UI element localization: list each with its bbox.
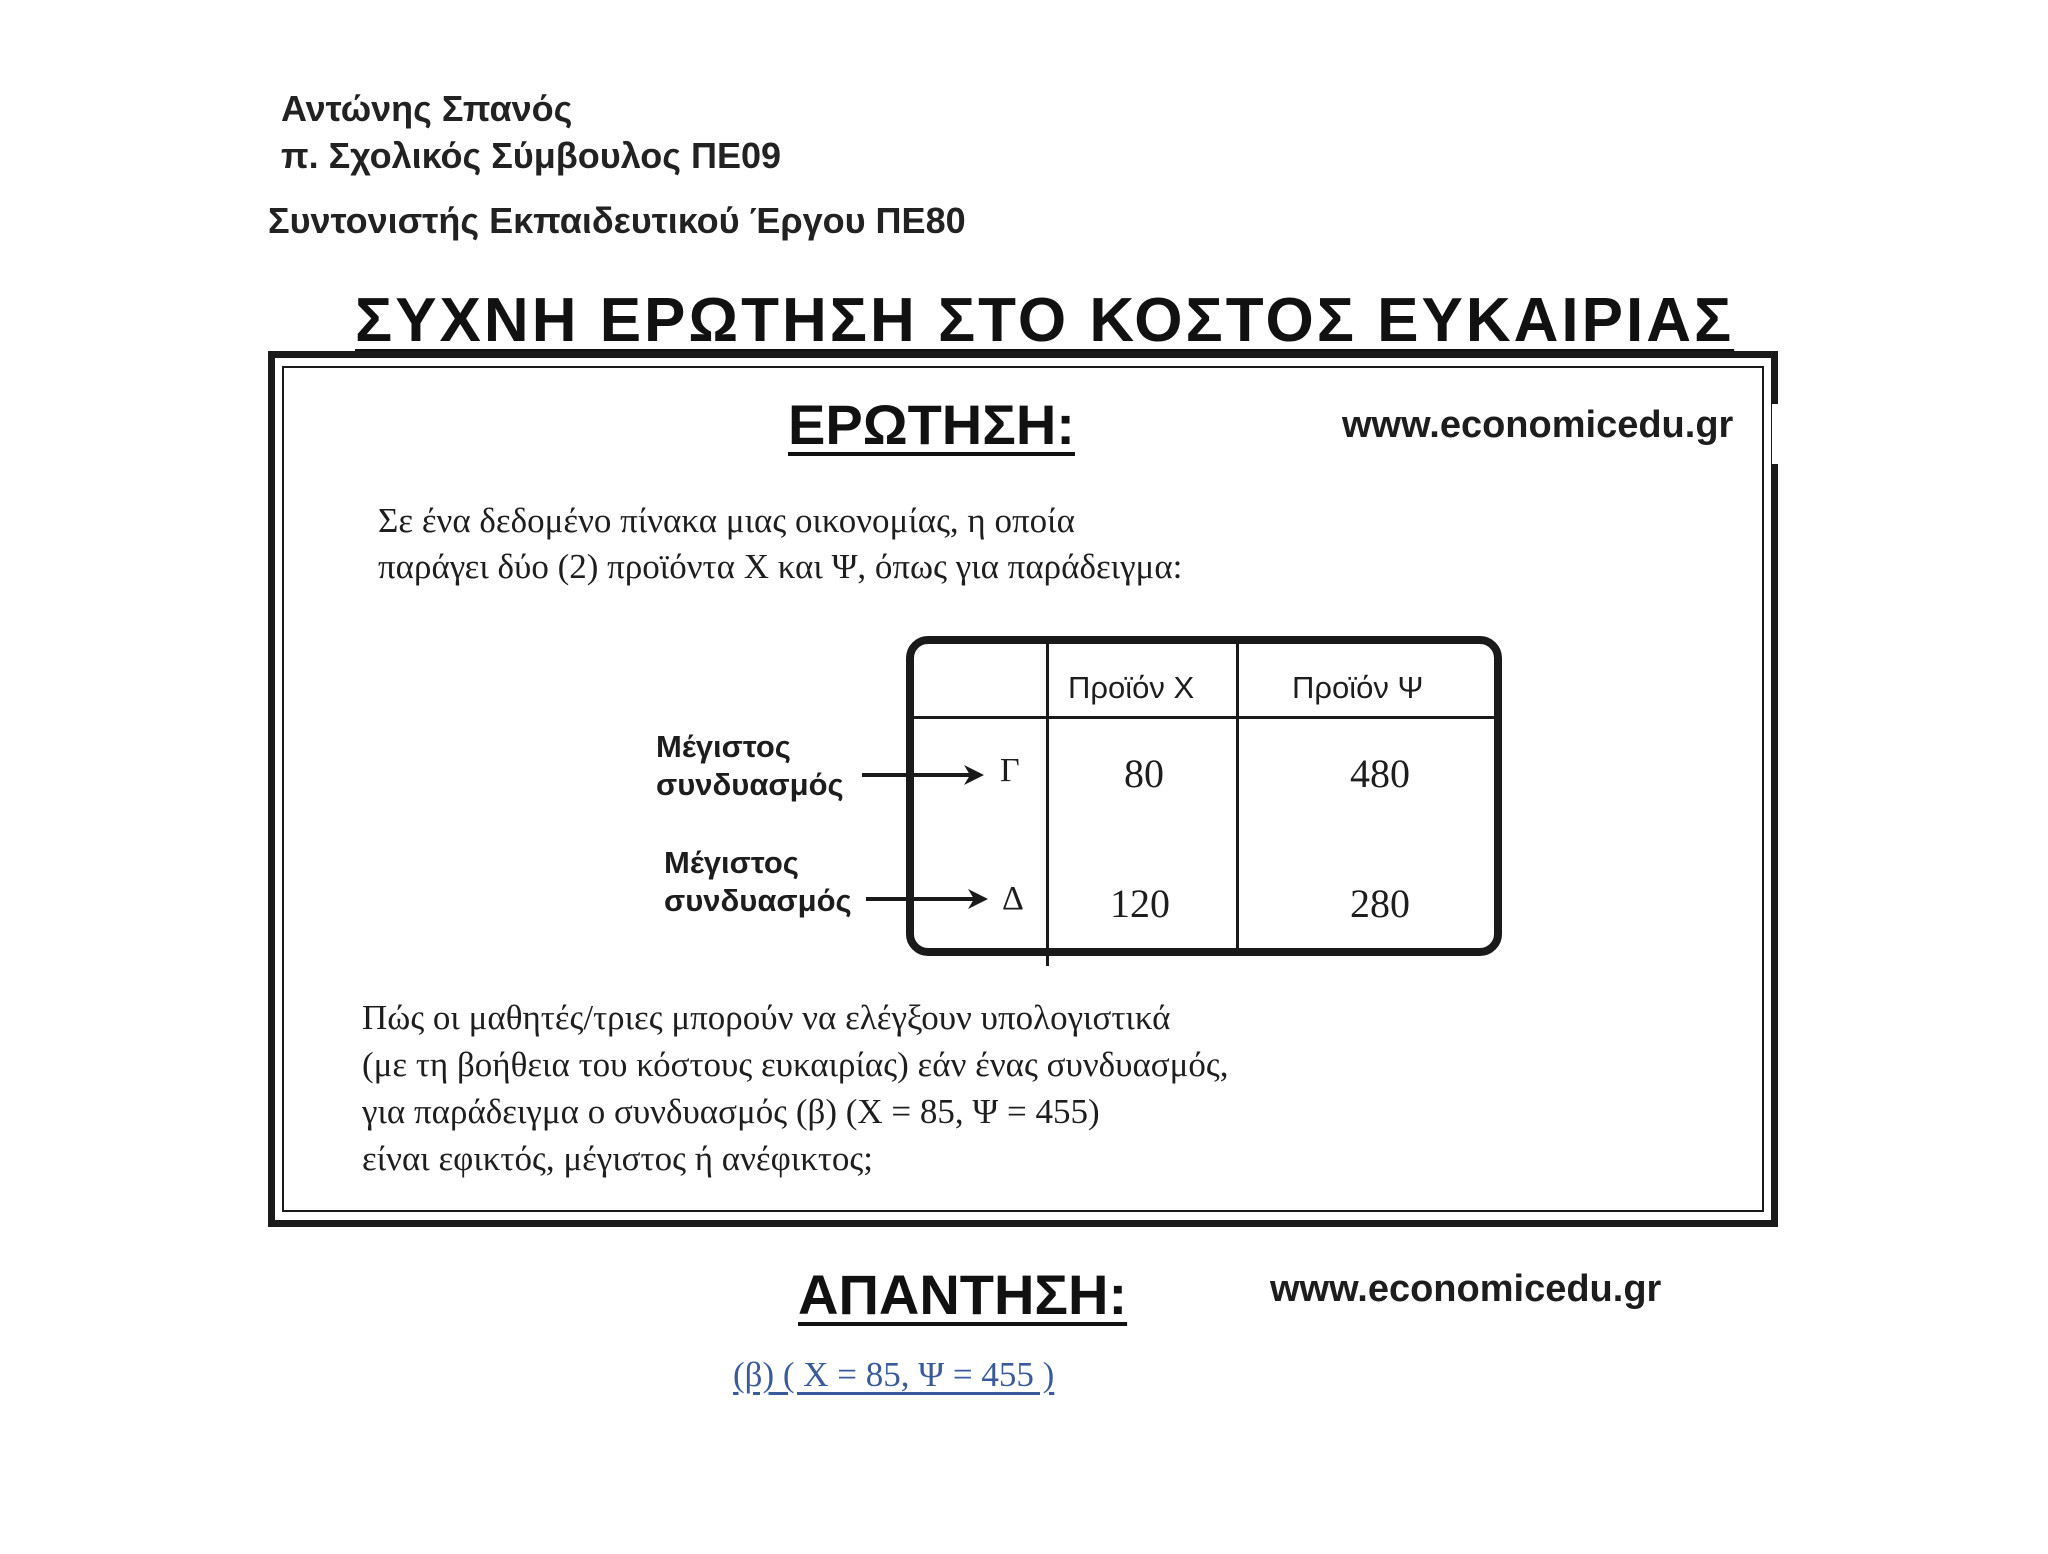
table-cell-x: 80 [1124, 751, 1164, 796]
intro-line: Σε ένα δεδομένο πίνακα μιας οικονομίας, η οποία [378, 501, 1075, 540]
table-divider-vertical [1236, 644, 1239, 948]
question-line: είναι εφικτός, μέγιστος ή ανέφικτος; [362, 1139, 874, 1178]
website-link[interactable]: www.economicedu.gr [1270, 1268, 1662, 1310]
side-label: Μέγιστος συνδυασμός [656, 729, 844, 802]
question-line: (με τη βοήθεια του κόστους ευκαιρίας) εάν ένας συνδυασμός, [362, 1045, 1229, 1084]
page-title: ΣΥΧΝΗ ΕΡΩΤΗΣΗ ΣΤΟ ΚΟΣΤΟΣ ΕΥΚΑΙΡΙΑΣ [355, 286, 1735, 355]
answer-text[interactable]: (β) ( Χ = 85, Ψ = 455 ) [733, 1355, 1055, 1394]
arrow-icon [864, 884, 1004, 914]
table-cell-x: 120 [1110, 881, 1170, 926]
question-body [362, 994, 1229, 1182]
table-cell-y: 480 [1350, 751, 1410, 796]
website-link[interactable]: www.economicedu.gr [1342, 404, 1734, 446]
side-label: Μέγιστος συνδυασμός [664, 845, 852, 918]
author-coordinator: Συντονιστής Εκπαιδευτικού Έργου ΠΕ80 [268, 200, 966, 241]
table-divider-vertical [1046, 644, 1049, 966]
question-intro [378, 498, 1182, 590]
arrow-icon [860, 760, 1000, 790]
intro-line: παράγει δύο (2) προϊόντα Χ και Ψ, όπως για παράδειγμα: [378, 547, 1183, 586]
table-header-x: Προϊόν Χ [1068, 670, 1195, 705]
row-label-gamma: Γ [1000, 752, 1020, 789]
author-role: π. Σχολικός Σύμβουλος ΠΕ09 [281, 135, 782, 176]
row-label-delta: Δ [1002, 880, 1024, 917]
question-line: Πώς οι μαθητές/τριες μπορούν να ελέγξουν υπολογιστικά [362, 998, 1171, 1037]
author-name: Αντώνης Σπανός [281, 88, 573, 129]
question-heading: ΕΡΩΤΗΣΗ: [788, 393, 1075, 456]
table-divider-horizontal [914, 716, 1494, 719]
question-line: για παράδειγμα ο συνδυασμός (β) (Χ = 85, Ψ = 455) [362, 1092, 1100, 1131]
table-header-y: Προϊόν Ψ [1292, 670, 1424, 705]
table-cell-y: 280 [1350, 881, 1410, 926]
answer-heading: ΑΠΑΝΤΗΣΗ: [798, 1263, 1128, 1326]
